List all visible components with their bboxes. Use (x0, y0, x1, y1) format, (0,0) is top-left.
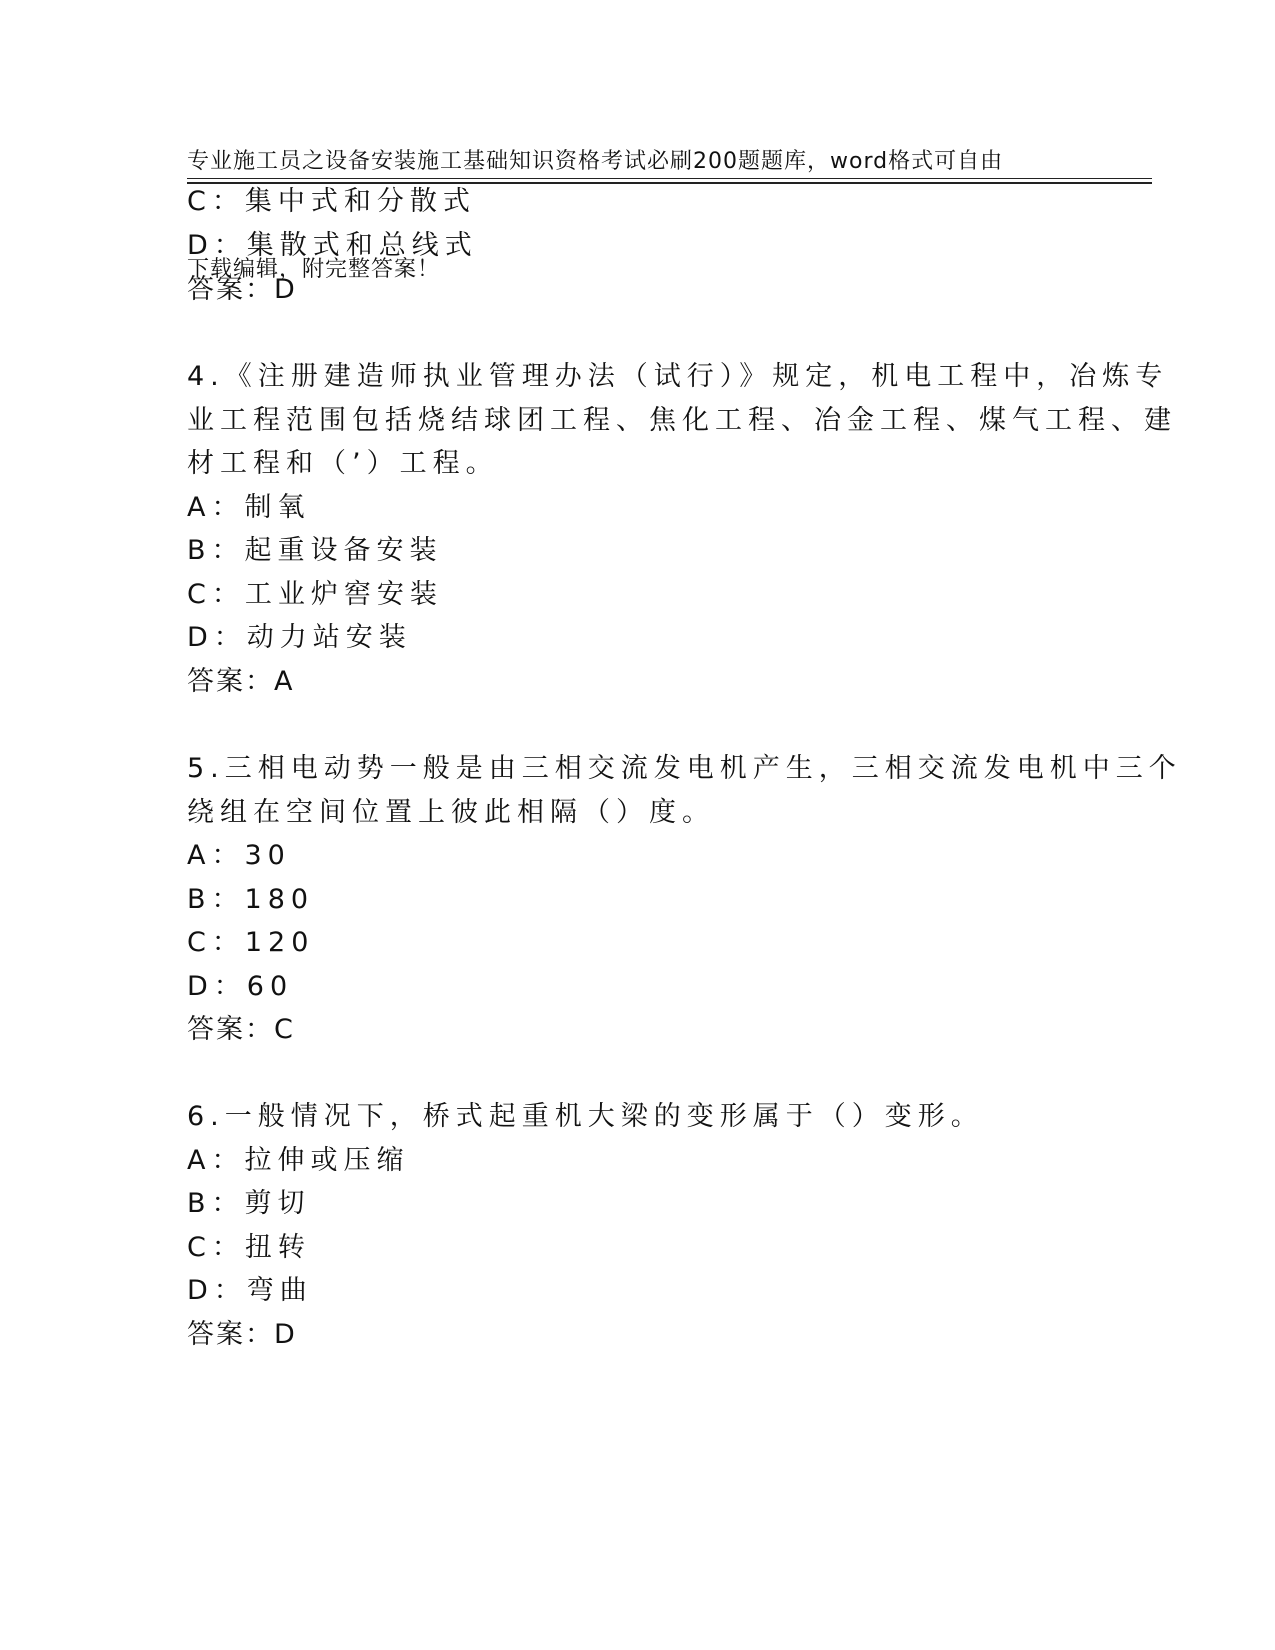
option-a: A：制氧 (187, 492, 311, 523)
option-c: C：工业炉窖安装 (187, 579, 443, 610)
header-line-2: 下载编辑，附完整答案！ (187, 257, 441, 282)
question-stem-line: 4.《注册建造师执业管理办法（试行）》规定，机电工程中，冶炼专 (187, 361, 1169, 392)
question-stem-line: 业工程范围包括烧结球团工程、焦化工程、冶金工程、煤气工程、建 (187, 405, 1177, 436)
question-stem-line: 6.一般情况下，桥式起重机大梁的变形属于（）变形。 (187, 1101, 984, 1132)
option-c: C：120 (187, 927, 315, 958)
answer: 答案：D (187, 274, 297, 305)
header-line-1: 专业施工员之设备安装施工基础知识资格考试必刷200题题库，word格式可自由 (187, 149, 1004, 174)
answer: 答案：C (187, 1014, 295, 1045)
option-d: D：集散式和总线式 (187, 230, 478, 261)
option-b: B：180 (187, 884, 315, 915)
answer: 答案：D (187, 1319, 297, 1350)
option-d: D：动力站安装 (187, 622, 412, 653)
option-a: A：拉伸或压缩 (187, 1145, 410, 1176)
option-a: A：30 (187, 840, 291, 871)
option-c: C：集中式和分散式 (187, 186, 476, 217)
option-d: D：弯曲 (187, 1275, 313, 1306)
option-c: C：扭转 (187, 1232, 311, 1263)
option-d: D：60 (187, 971, 294, 1002)
answer: 答案：A (187, 666, 295, 697)
option-b: B：起重设备安装 (187, 535, 443, 566)
question-stem-line: 5.三相电动势一般是由三相交流发电机产生，三相交流发电机中三个 (187, 753, 1182, 784)
question-stem-line: 绕组在空间位置上彼此相隔（）度。 (187, 797, 715, 828)
option-b: B：剪切 (187, 1188, 311, 1219)
question-stem-line: 材工程和（’）工程。 (187, 448, 499, 479)
